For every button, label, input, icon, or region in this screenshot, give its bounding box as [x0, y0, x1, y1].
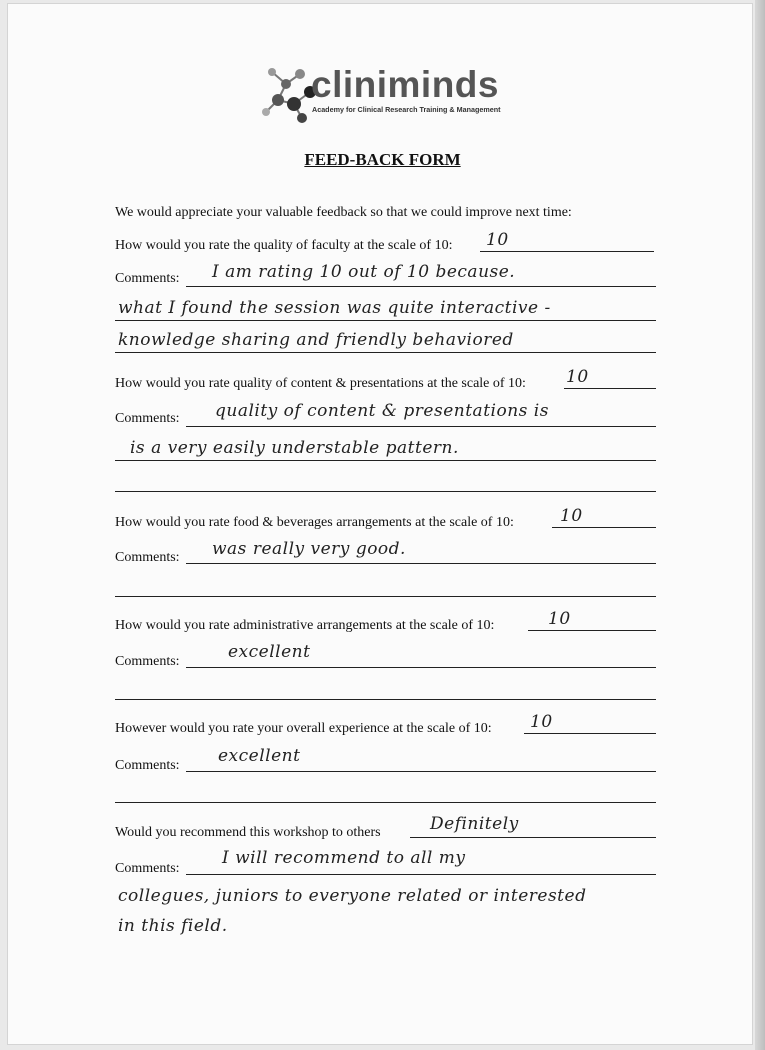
cliniminds-logo: [258, 62, 528, 124]
comment-recommend-line-3: in this field.: [118, 916, 228, 936]
comment-administrative-line-1: excellent: [228, 642, 311, 662]
answer-line: [524, 733, 656, 734]
question-recommend: Would you recommend this workshop to others: [115, 825, 381, 840]
answer-food: 10: [560, 506, 583, 526]
comments-label: Comments:: [115, 271, 180, 286]
comment-line: [186, 771, 656, 772]
answer-overall: 10: [530, 712, 553, 732]
answer-line: [564, 388, 656, 389]
comment-line: [115, 802, 656, 803]
comment-overall-line-1: excellent: [218, 746, 301, 766]
comment-line: [186, 286, 656, 287]
comment-recommend-line-1: I will recommend to all my: [222, 848, 466, 868]
comment-line: [186, 426, 656, 427]
comments-label: Comments:: [115, 411, 180, 426]
intro-text: We would appreciate your valuable feedback so that we could improve next time:: [115, 205, 572, 220]
comments-label: Comments:: [115, 654, 180, 669]
answer-line: [552, 527, 656, 528]
comment-line: [115, 596, 656, 597]
question-administrative: How would you rate administrative arrangements at the scale of 10:: [115, 618, 495, 633]
question-content: How would you rate quality of content & presentations at the scale of 10:: [115, 376, 526, 391]
comment-content-line-1: quality of content & presentations is: [215, 401, 549, 421]
comment-line: [186, 667, 656, 668]
form-title: FEED-BACK FORM: [304, 150, 461, 169]
answer-line: [410, 837, 656, 838]
comments-label: Comments:: [115, 758, 180, 773]
comment-line: [115, 699, 656, 700]
answer-faculty: 10: [486, 230, 509, 250]
comment-line: [115, 352, 656, 353]
comment-food-line-1: was really very good.: [212, 539, 406, 559]
molecule-logo-icon: [258, 62, 316, 124]
question-overall: However would you rate your overall experience at the scale of 10:: [115, 721, 492, 736]
logo-tagline: Academy for Clinical Research Training & Management: [312, 105, 501, 114]
answer-content: 10: [566, 367, 589, 387]
comments-label: Comments:: [115, 550, 180, 565]
comment-line: [115, 460, 656, 461]
comment-faculty-line-3: knowledge sharing and friendly behaviored: [118, 330, 514, 350]
comment-line: [186, 874, 656, 875]
comment-faculty-line-1: I am rating 10 out of 10 because.: [212, 262, 516, 282]
comment-content-line-2: is a very easily understable pattern.: [130, 438, 459, 458]
logo-brand-text: cliniminds: [311, 64, 499, 105]
answer-line: [480, 251, 654, 252]
comment-line: [115, 320, 656, 321]
answer-recommend: Definitely: [430, 814, 519, 834]
answer-line: [528, 630, 656, 631]
comment-faculty-line-2: what I found the session was quite interactive -: [118, 298, 551, 318]
comments-label: Comments:: [115, 861, 180, 876]
question-faculty: How would you rate the quality of faculty at the scale of 10:: [115, 238, 453, 253]
comment-line: [186, 563, 656, 564]
comment-line: [115, 491, 656, 492]
question-food: How would you rate food & beverages arrangements at the scale of 10:: [115, 515, 514, 530]
answer-administrative: 10: [548, 609, 571, 629]
comment-recommend-line-2: collegues, juniors to everyone related or interested: [118, 886, 587, 906]
